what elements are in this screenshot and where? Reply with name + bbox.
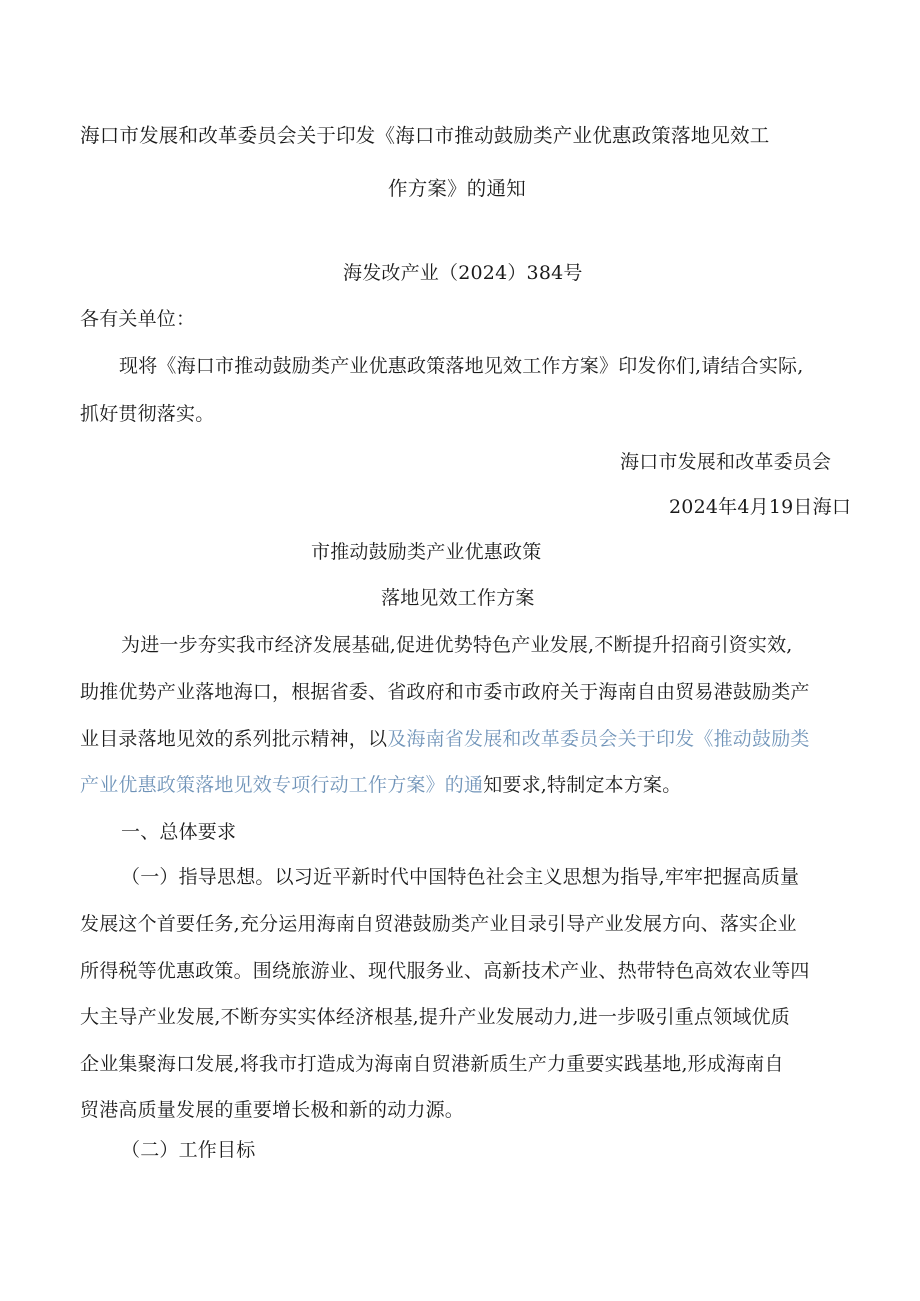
guide-paragraph-line-5: 企业集聚海口发展,将我市打造成为海南自贸港新质生产力重要实践基地,形成海南自 (80, 1053, 784, 1075)
body-paragraph-line-1: 现将《海口市推动鼓励类产业优惠政策落地见效工作方案》印发你们,请结合实际, (119, 355, 804, 377)
section-heading-general-requirements: 一、总体要求 (121, 821, 237, 843)
signature-organization: 海口市发展和改革委员会 (620, 451, 832, 473)
salutation: 各有关单位： (80, 308, 196, 330)
plan-title-line-1: 市推动鼓励类产业优惠政策 (311, 541, 542, 563)
document-title-line-2: 作方案》的通知 (388, 177, 526, 200)
guide-paragraph-line-2: 发展这个首要任务,充分运用海南自贸港鼓励类产业目录引导产业发展方向、落实企业 (80, 913, 797, 935)
intro-line-3-text: 业目录落地见效的系列批示精神，以 (80, 728, 388, 750)
intro-paragraph-line-4 (80, 773, 681, 797)
guide-paragraph-line-3: 所得税等优惠政策。围绕旅游业、现代服务业、高新技术产业、热带特色高效农业等四 (80, 960, 810, 982)
body-paragraph-line-2: 抓好贯彻落实。 (80, 403, 215, 425)
intro-paragraph-line-3 (80, 727, 810, 751)
policy-document-link-continued[interactable]: 产业优惠政策落地见效专项行动工作方案》的通 (80, 774, 484, 796)
guide-paragraph-line-6: 贸港高质量发展的重要增长极和新的动力源。 (80, 1099, 465, 1121)
guide-paragraph-line-1: （一）指导思想。以习近平新时代中国特色社会主义思想为指导,牢牢把握高质量 (121, 866, 800, 888)
subsection-heading-work-goals: （二）工作目标 (121, 1139, 256, 1161)
document-number: 海发改产业（2024）384号 (343, 262, 583, 284)
signature-date: 2024年4月19日海口 (669, 496, 852, 518)
intro-paragraph-line-1: 为进一步夯实我市经济发展基础,促进优势特色产业发展,不断提升招商引资实效, (121, 634, 793, 656)
intro-line-4-text: 知要求,特制定本方案。 (483, 774, 682, 796)
intro-paragraph-line-2: 助推优势产业落地海口，根据省委、省政府和市委市政府关于海南自由贸易港鼓励类产 (80, 681, 810, 703)
document-title-line-1: 海口市发展和改革委员会关于印发《海口市推动鼓励类产业优惠政策落地见效工 (80, 124, 770, 147)
guide-paragraph-line-4: 大主导产业发展,不断夯实实体经济根基,提升产业发展动力,进一步吸引重点领域优质 (80, 1006, 790, 1028)
policy-document-link[interactable]: 及海南省发展和改革委员会关于印发《推动鼓励类 (387, 728, 810, 750)
plan-title-line-2: 落地见效工作方案 (381, 587, 535, 609)
